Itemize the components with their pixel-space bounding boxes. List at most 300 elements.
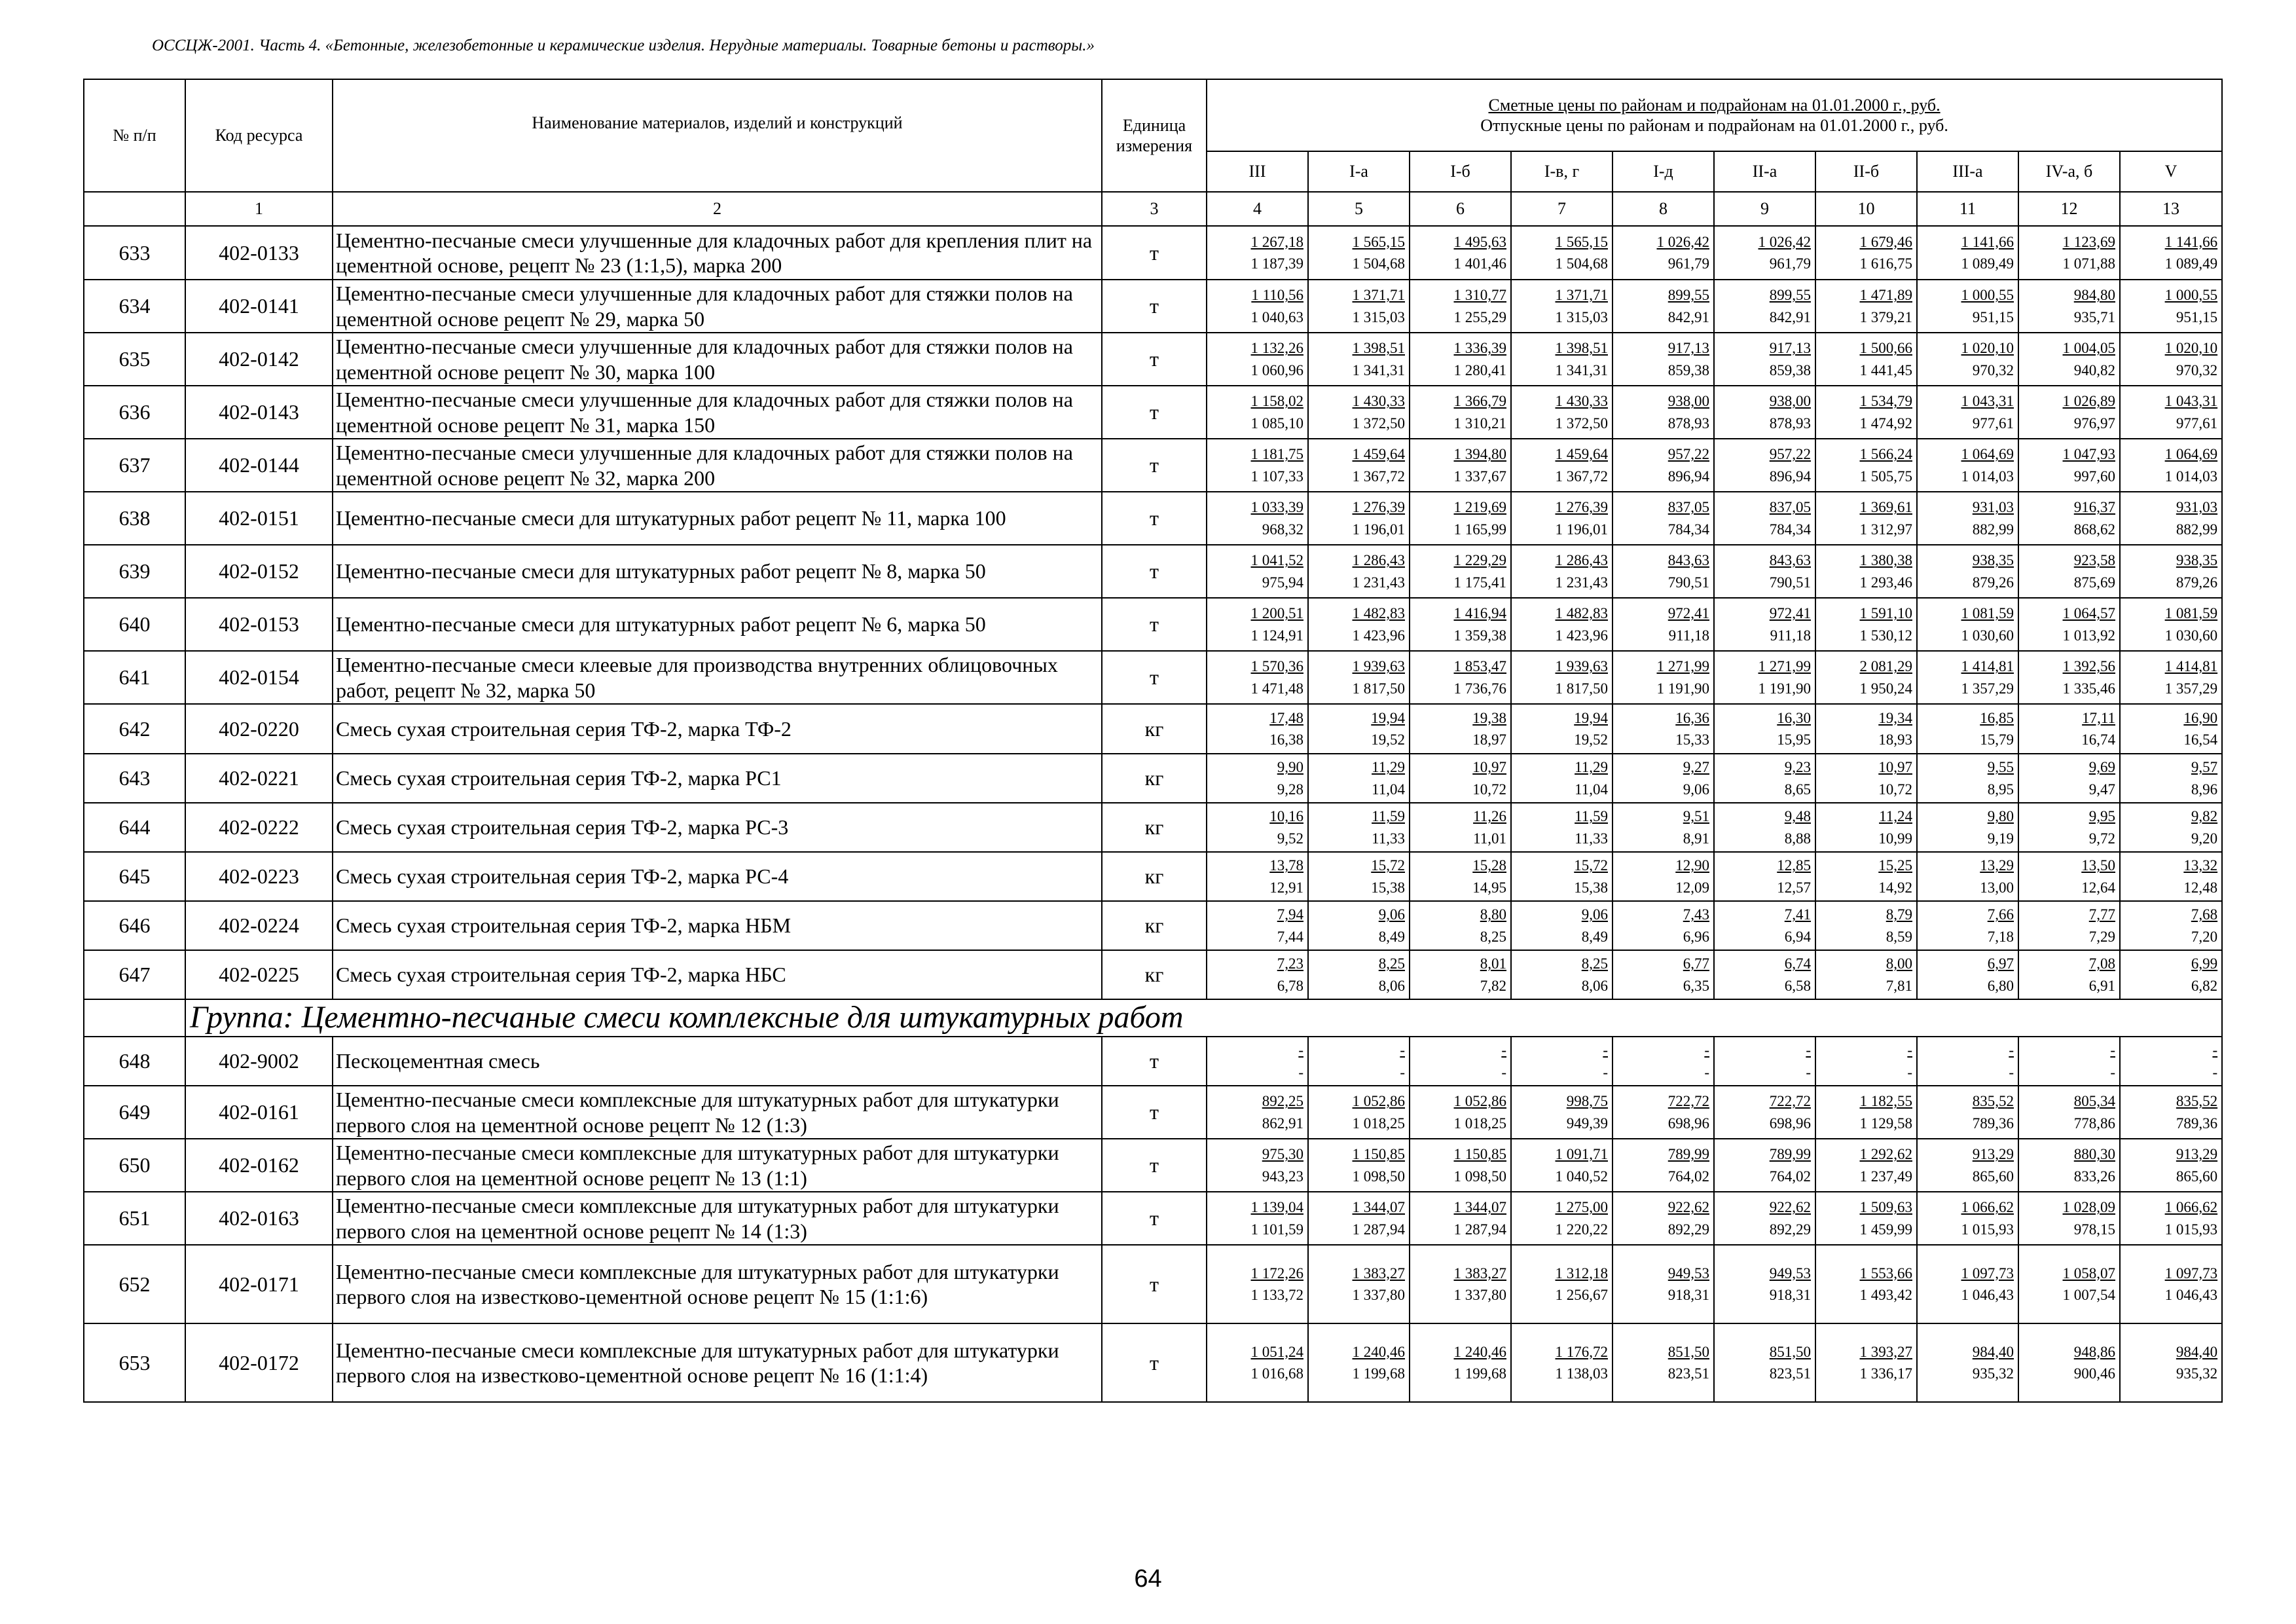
estimate-price: 922,62 — [1769, 1199, 1811, 1216]
col-header-np: № п/п — [84, 79, 185, 192]
estimate-price: 1 043,31 — [1961, 393, 2014, 410]
estimate-price: 899,55 — [1769, 287, 1811, 304]
estimate-price: 998,75 — [1566, 1093, 1608, 1110]
release-price: 6,35 — [1683, 977, 1709, 994]
price-cell — [1613, 280, 1714, 333]
price-cell — [2018, 545, 2120, 598]
column-number: 6 — [1410, 192, 1511, 226]
release-price: 1 315,03 — [1352, 308, 1405, 325]
estimate-price: 1 398,51 — [1352, 340, 1405, 357]
estimate-price: 984,40 — [1972, 1343, 2014, 1360]
estimate-price: 1 553,66 — [1859, 1264, 1912, 1282]
price-cell — [1917, 1139, 2018, 1192]
price-cell — [1613, 1086, 1714, 1139]
price-cell — [1511, 545, 1613, 598]
release-price: 1 530,12 — [1859, 627, 1912, 644]
estimate-price: 1 394,80 — [1453, 446, 1506, 463]
price-cell — [2120, 950, 2222, 999]
group-row — [84, 999, 2222, 1037]
estimate-price: 13,29 — [1980, 857, 2014, 874]
estimate-price: 948,86 — [2073, 1343, 2115, 1360]
release-price: 789,36 — [2176, 1115, 2218, 1132]
release-price: 1 040,52 — [1555, 1168, 1608, 1185]
release-price: 15,33 — [1675, 731, 1709, 748]
estimate-price: 6,99 — [2191, 955, 2218, 972]
price-cell — [1815, 1245, 1917, 1323]
release-price: 1 237,49 — [1859, 1168, 1912, 1185]
release-price: 12,91 — [1269, 879, 1303, 896]
price-cell — [1815, 803, 1917, 852]
release-price: 7,18 — [1987, 928, 2014, 945]
estimate-price: 12,85 — [1777, 857, 1811, 874]
price-cell — [2018, 226, 2120, 280]
material-name-cell: Цементно-песчаные смеси комплексные для штукатурных работ для штукатурки первого слоя на известково-цементной основе рецепт № 16 (1:1:4) — [333, 1323, 1102, 1402]
table-row — [84, 598, 2222, 651]
table-row — [84, 852, 2222, 901]
price-cell — [1714, 439, 1815, 492]
unit-cell: кг — [1102, 803, 1207, 852]
price-cell — [1917, 439, 2018, 492]
price-cell — [1917, 1245, 2018, 1323]
table-row — [84, 1086, 2222, 1139]
estimate-price: 1 939,63 — [1555, 658, 1608, 675]
release-price: 6,58 — [1784, 977, 1811, 994]
price-cell — [1410, 545, 1511, 598]
release-price: 1 255,29 — [1453, 308, 1506, 325]
release-price: 6,82 — [2191, 977, 2218, 994]
estimate-price: 1 500,66 — [1859, 340, 1912, 357]
price-cell — [2018, 1323, 2120, 1402]
estimate-price: 9,27 — [1683, 759, 1709, 776]
price-cell — [2018, 333, 2120, 386]
estimate-price: 843,63 — [1667, 552, 1709, 569]
release-price: 911,18 — [1668, 627, 1709, 644]
release-price: 859,38 — [1769, 361, 1811, 378]
estimate-price: 16,85 — [1980, 709, 2014, 726]
price-cell — [1714, 280, 1815, 333]
release-price: 1 310,21 — [1453, 415, 1506, 432]
release-price: 1 423,96 — [1555, 627, 1608, 644]
price-cell — [1613, 333, 1714, 386]
estimate-price: 1 414,81 — [2164, 658, 2218, 675]
table-row — [84, 1192, 2222, 1245]
price-cell — [2018, 950, 2120, 999]
estimate-price: 1 336,39 — [1453, 340, 1506, 357]
estimate-price: 1 110,56 — [1251, 287, 1303, 304]
estimate-price: 19,38 — [1472, 709, 1506, 726]
price-cell — [2120, 386, 2222, 439]
release-price: 1 089,49 — [2164, 255, 2218, 272]
price-cell — [1511, 226, 1613, 280]
estimate-price: 11,59 — [1575, 808, 1608, 825]
price-cell — [1815, 1139, 1917, 1192]
estimate-price: 1 393,27 — [1859, 1343, 1912, 1360]
price-cell — [2120, 1139, 2222, 1192]
release-price: 6,78 — [1277, 977, 1303, 994]
release-price: 7,29 — [2088, 928, 2115, 945]
release-price: 879,26 — [2176, 574, 2218, 591]
price-cell — [1207, 598, 1308, 651]
estimate-price: 1 176,72 — [1555, 1343, 1608, 1360]
release-price: 10,72 — [1472, 781, 1506, 798]
release-price: 935,32 — [2176, 1365, 2218, 1382]
resource-code-cell: 402-0152 — [185, 545, 333, 598]
row-number-cell: 647 — [84, 950, 185, 999]
release-price: 8,88 — [1784, 830, 1811, 847]
estimate-price: 1 383,27 — [1352, 1264, 1405, 1282]
region-header: I-в, г — [1511, 151, 1613, 192]
estimate-price: - — [1806, 1042, 1811, 1059]
release-price: 1 401,46 — [1453, 255, 1506, 272]
release-price: 1 293,46 — [1859, 574, 1912, 591]
price-cell — [1714, 386, 1815, 439]
estimate-price: 8,00 — [1886, 955, 1912, 972]
estimate-price: 10,16 — [1269, 808, 1303, 825]
release-price: 1 129,58 — [1859, 1115, 1912, 1132]
estimate-price: 1 097,73 — [1961, 1264, 2014, 1282]
release-price: 940,82 — [2073, 361, 2115, 378]
column-number: 8 — [1613, 192, 1714, 226]
release-price: 1 098,50 — [1352, 1168, 1405, 1185]
unit-cell: кг — [1102, 754, 1207, 803]
estimate-price: 9,51 — [1683, 808, 1709, 825]
price-cell — [1207, 651, 1308, 704]
table-row — [84, 333, 2222, 386]
release-price: 1 015,93 — [1961, 1221, 2014, 1238]
resource-code-cell: 402-0151 — [185, 492, 333, 545]
estimate-price: 949,53 — [1769, 1264, 1811, 1282]
release-price: 1 441,45 — [1859, 361, 1912, 378]
price-cell — [2018, 1245, 2120, 1323]
release-price: 961,79 — [1769, 255, 1811, 272]
price-cell — [1917, 1037, 2018, 1086]
estimate-price: 1 004,05 — [2062, 340, 2115, 357]
price-cell — [1714, 1086, 1815, 1139]
price-cell — [1917, 1086, 2018, 1139]
estimate-price: 15,28 — [1472, 857, 1506, 874]
estimate-price: 1 066,62 — [1961, 1199, 2014, 1216]
release-price: 918,31 — [1667, 1287, 1709, 1303]
estimate-price: 11,24 — [1879, 808, 1912, 825]
estimate-price: 1 064,69 — [1961, 446, 2014, 463]
price-cell — [1207, 1323, 1308, 1402]
estimate-price: 1 459,64 — [1555, 446, 1608, 463]
region-header: I-а — [1308, 151, 1410, 192]
column-number: 3 — [1102, 192, 1207, 226]
price-cell — [1917, 950, 2018, 999]
price-cell — [1815, 386, 1917, 439]
price-cell — [1410, 651, 1511, 704]
release-price: 1 046,43 — [1961, 1287, 2014, 1303]
estimate-price: 931,03 — [1972, 499, 2014, 516]
price-cell — [1714, 1323, 1815, 1402]
estimate-price: 1 416,94 — [1453, 605, 1506, 622]
row-number-cell: 640 — [84, 598, 185, 651]
resource-code-cell: 402-0133 — [185, 226, 333, 280]
release-price: - — [1400, 1063, 1405, 1080]
price-cell — [1815, 704, 1917, 754]
price-cell — [2120, 901, 2222, 950]
price-cell — [1410, 754, 1511, 803]
price-cell — [1410, 439, 1511, 492]
row-number-cell: 637 — [84, 439, 185, 492]
price-cell — [1714, 226, 1815, 280]
price-cell — [1410, 280, 1511, 333]
unit-cell: т — [1102, 651, 1207, 704]
row-number-cell: 635 — [84, 333, 185, 386]
estimate-price: - — [1298, 1042, 1303, 1059]
price-cell — [1815, 280, 1917, 333]
table-row — [84, 545, 2222, 598]
price-cell — [1815, 333, 1917, 386]
price-cell — [1511, 1086, 1613, 1139]
group-row-np-cell — [84, 999, 185, 1037]
estimate-price: 1 271,99 — [1656, 658, 1709, 675]
release-price: 896,94 — [1769, 468, 1811, 485]
estimate-price: 1 344,07 — [1453, 1199, 1506, 1216]
price-cell — [1207, 280, 1308, 333]
estimate-price: 1 047,93 — [2062, 446, 2115, 463]
table-row — [84, 1139, 2222, 1192]
estimate-price: 7,66 — [1987, 906, 2014, 923]
release-price: 1 015,93 — [2164, 1221, 2218, 1238]
release-price: 13,00 — [1980, 879, 2014, 896]
resource-code-cell: 402-0221 — [185, 754, 333, 803]
release-price: 1 287,94 — [1453, 1221, 1506, 1238]
estimate-price: 1 366,79 — [1453, 393, 1506, 410]
price-cell — [2120, 1086, 2222, 1139]
release-price: 16,74 — [2081, 731, 2115, 748]
price-cell — [1308, 852, 1410, 901]
estimate-price: 1 139,04 — [1250, 1199, 1303, 1216]
estimate-price: 13,50 — [2081, 857, 2115, 874]
estimate-price: 1 566,24 — [1859, 446, 1912, 463]
price-cell — [1308, 901, 1410, 950]
estimate-price: 1 000,55 — [1961, 287, 2014, 304]
release-price: 698,96 — [1667, 1115, 1709, 1132]
price-cell — [1815, 1192, 1917, 1245]
release-price: 1 191,90 — [1656, 680, 1709, 697]
price-cell — [1917, 492, 2018, 545]
estimate-price: 923,58 — [2073, 552, 2115, 569]
table-row — [84, 901, 2222, 950]
estimate-price: 1 482,83 — [1555, 605, 1608, 622]
row-number-cell: 645 — [84, 852, 185, 901]
release-price: 1 124,91 — [1250, 627, 1303, 644]
price-cell — [2018, 386, 2120, 439]
estimate-price: 1 414,81 — [1961, 658, 2014, 675]
estimate-price: 1 240,46 — [1453, 1343, 1506, 1360]
price-cell — [1511, 439, 1613, 492]
estimate-price: 17,11 — [2082, 709, 2115, 726]
material-name-cell: Цементно-песчаные смеси комплексные для штукатурных работ для штукатурки первого слоя на цементной основе рецепт № 13 (1:1) — [333, 1139, 1102, 1192]
prices-title-release: Отпускные цены по районам и подрайонам на 01.01.2000 г., руб. — [1480, 116, 1948, 135]
release-price: 1 505,75 — [1859, 468, 1912, 485]
estimate-price: 851,50 — [1769, 1343, 1811, 1360]
unit-cell: кг — [1102, 901, 1207, 950]
estimate-price: 984,40 — [2176, 1343, 2218, 1360]
release-price: 842,91 — [1667, 308, 1709, 325]
price-cell — [1714, 1192, 1815, 1245]
estimate-price: 1 020,10 — [2164, 340, 2218, 357]
row-number-cell: 652 — [84, 1245, 185, 1323]
price-cell — [1714, 1245, 1815, 1323]
unit-cell: кг — [1102, 950, 1207, 999]
estimate-price: 8,79 — [1886, 906, 1912, 923]
estimate-price: 6,74 — [1784, 955, 1811, 972]
price-cell — [1308, 1245, 1410, 1323]
release-price: 1 357,29 — [2164, 680, 2218, 697]
resource-code-cell: 402-0154 — [185, 651, 333, 704]
price-cell — [1511, 1323, 1613, 1402]
estimate-price: 19,94 — [1574, 709, 1608, 726]
resource-code-cell: 402-0224 — [185, 901, 333, 950]
price-cell — [1308, 545, 1410, 598]
estimate-price: 1 276,39 — [1352, 499, 1405, 516]
table-row — [84, 226, 2222, 280]
estimate-price: 1 064,57 — [2062, 605, 2115, 622]
release-price: 975,94 — [1262, 574, 1303, 591]
release-price: 1 199,68 — [1352, 1365, 1405, 1382]
release-price: 1 014,03 — [1961, 468, 2014, 485]
release-price: - — [2110, 1063, 2115, 1080]
release-price: 949,39 — [1566, 1115, 1608, 1132]
table-row — [84, 651, 2222, 704]
resource-code-cell: 402-0172 — [185, 1323, 333, 1402]
estimate-price: 1 043,31 — [2164, 393, 2218, 410]
unit-cell: кг — [1102, 852, 1207, 901]
document-header: ОССЦЖ-2001. Часть 4. «Бетонные, железобетонные и керамические изделия. Нерудные материалы. Товарные бетоны и растворы.» — [152, 37, 1095, 54]
estimate-price: 1 271,99 — [1758, 658, 1811, 675]
release-price: 1 191,90 — [1758, 680, 1811, 697]
estimate-price: 10,97 — [1878, 759, 1912, 776]
column-number: 10 — [1815, 192, 1917, 226]
price-cell — [1917, 1323, 2018, 1402]
price-cell — [1714, 1037, 1815, 1086]
release-price: 18,93 — [1878, 731, 1912, 748]
price-cell — [1511, 492, 1613, 545]
release-price: 8,91 — [1683, 830, 1709, 847]
estimate-price: 1 091,71 — [1555, 1146, 1608, 1163]
price-cell — [1917, 598, 2018, 651]
price-cell — [1714, 901, 1815, 950]
price-cell — [2018, 901, 2120, 950]
price-cell — [2120, 803, 2222, 852]
price-cell — [1308, 1192, 1410, 1245]
release-price: 1 337,80 — [1352, 1287, 1405, 1303]
price-cell — [1815, 1086, 1917, 1139]
release-price: 859,38 — [1667, 361, 1709, 378]
price-cell — [1308, 651, 1410, 704]
estimate-price: 1 150,85 — [1352, 1146, 1405, 1163]
release-price: 1 196,01 — [1555, 521, 1608, 538]
release-price: 951,15 — [1972, 308, 2014, 325]
estimate-price: 1 276,39 — [1555, 499, 1608, 516]
estimate-price: 1 141,66 — [1961, 233, 2014, 250]
resource-code-cell: 402-0162 — [185, 1139, 333, 1192]
estimate-price: 6,97 — [1987, 955, 2014, 972]
price-cell — [1917, 1192, 2018, 1245]
estimate-price: 1 123,69 — [2062, 233, 2115, 250]
release-price: 1 030,60 — [2164, 627, 2218, 644]
estimate-price: 1 026,42 — [1758, 233, 1811, 250]
release-price: 1 107,33 — [1250, 468, 1303, 485]
release-price: 1 046,43 — [2164, 1287, 2218, 1303]
estimate-price: 1 229,29 — [1453, 552, 1506, 569]
row-number-cell: 644 — [84, 803, 185, 852]
release-price: 1 014,03 — [2164, 468, 2218, 485]
estimate-price: 972,41 — [1667, 605, 1709, 622]
column-number: 13 — [2120, 192, 2222, 226]
estimate-price: 1 058,07 — [2062, 1264, 2115, 1282]
material-name-cell: Цементно-песчаные смеси улучшенные для кладочных работ для стяжки полов на цементной основе рецепт № 29, марка 50 — [333, 280, 1102, 333]
release-price: 1 089,49 — [1961, 255, 2014, 272]
price-cell — [1308, 333, 1410, 386]
estimate-price: 957,22 — [1667, 446, 1709, 463]
price-cell — [1815, 1037, 1917, 1086]
estimate-price: 1 000,55 — [2164, 287, 2218, 304]
unit-cell: т — [1102, 492, 1207, 545]
release-price: 19,52 — [1574, 731, 1608, 748]
release-price: 935,32 — [1972, 1365, 2014, 1382]
release-price: 16,54 — [2183, 731, 2218, 748]
estimate-price: 9,80 — [1987, 808, 2014, 825]
estimate-price: 16,36 — [1675, 709, 1709, 726]
price-cell — [1207, 1086, 1308, 1139]
release-price: 6,94 — [1784, 928, 1811, 945]
estimate-price: 16,30 — [1777, 709, 1811, 726]
release-price: 15,79 — [1980, 731, 2014, 748]
price-cell — [1410, 1192, 1511, 1245]
price-cell — [1714, 754, 1815, 803]
material-name-cell: Цементно-песчаные смеси для штукатурных работ рецепт № 6, марка 50 — [333, 598, 1102, 651]
release-price: 6,96 — [1683, 928, 1709, 945]
estimate-price: 9,23 — [1784, 759, 1811, 776]
resource-code-cell: 402-0161 — [185, 1086, 333, 1139]
estimate-price: 1 371,71 — [1555, 287, 1608, 304]
release-price: 865,60 — [2176, 1168, 2218, 1185]
price-table — [83, 79, 2223, 1403]
price-cell — [1917, 651, 2018, 704]
price-cell — [1917, 901, 2018, 950]
estimate-price: 1 939,63 — [1352, 658, 1405, 675]
estimate-price: 972,41 — [1769, 605, 1811, 622]
release-price: 1 165,99 — [1453, 521, 1506, 538]
release-price: 15,95 — [1777, 731, 1811, 748]
price-cell — [1613, 598, 1714, 651]
region-header: II-б — [1815, 151, 1917, 192]
estimate-price: 922,62 — [1667, 1199, 1709, 1216]
price-cell — [1613, 492, 1714, 545]
row-number-cell: 653 — [84, 1323, 185, 1402]
release-price: 8,06 — [1378, 977, 1405, 994]
estimate-price: 1 275,00 — [1555, 1199, 1608, 1216]
release-price: 1 187,39 — [1250, 255, 1303, 272]
column-number: 4 — [1207, 192, 1308, 226]
price-cell — [2018, 492, 2120, 545]
estimate-price: 1 026,89 — [2062, 393, 2115, 410]
estimate-price: 16,90 — [2183, 709, 2218, 726]
price-cell — [1917, 852, 2018, 901]
estimate-price: 1 570,36 — [1250, 658, 1303, 675]
estimate-price: 1 591,10 — [1859, 605, 1912, 622]
price-cell — [1207, 1139, 1308, 1192]
price-cell — [2120, 1245, 2222, 1323]
release-price: 11,33 — [1372, 830, 1405, 847]
price-cell — [1613, 1323, 1714, 1402]
release-price: - — [1806, 1063, 1811, 1080]
price-cell — [1308, 439, 1410, 492]
